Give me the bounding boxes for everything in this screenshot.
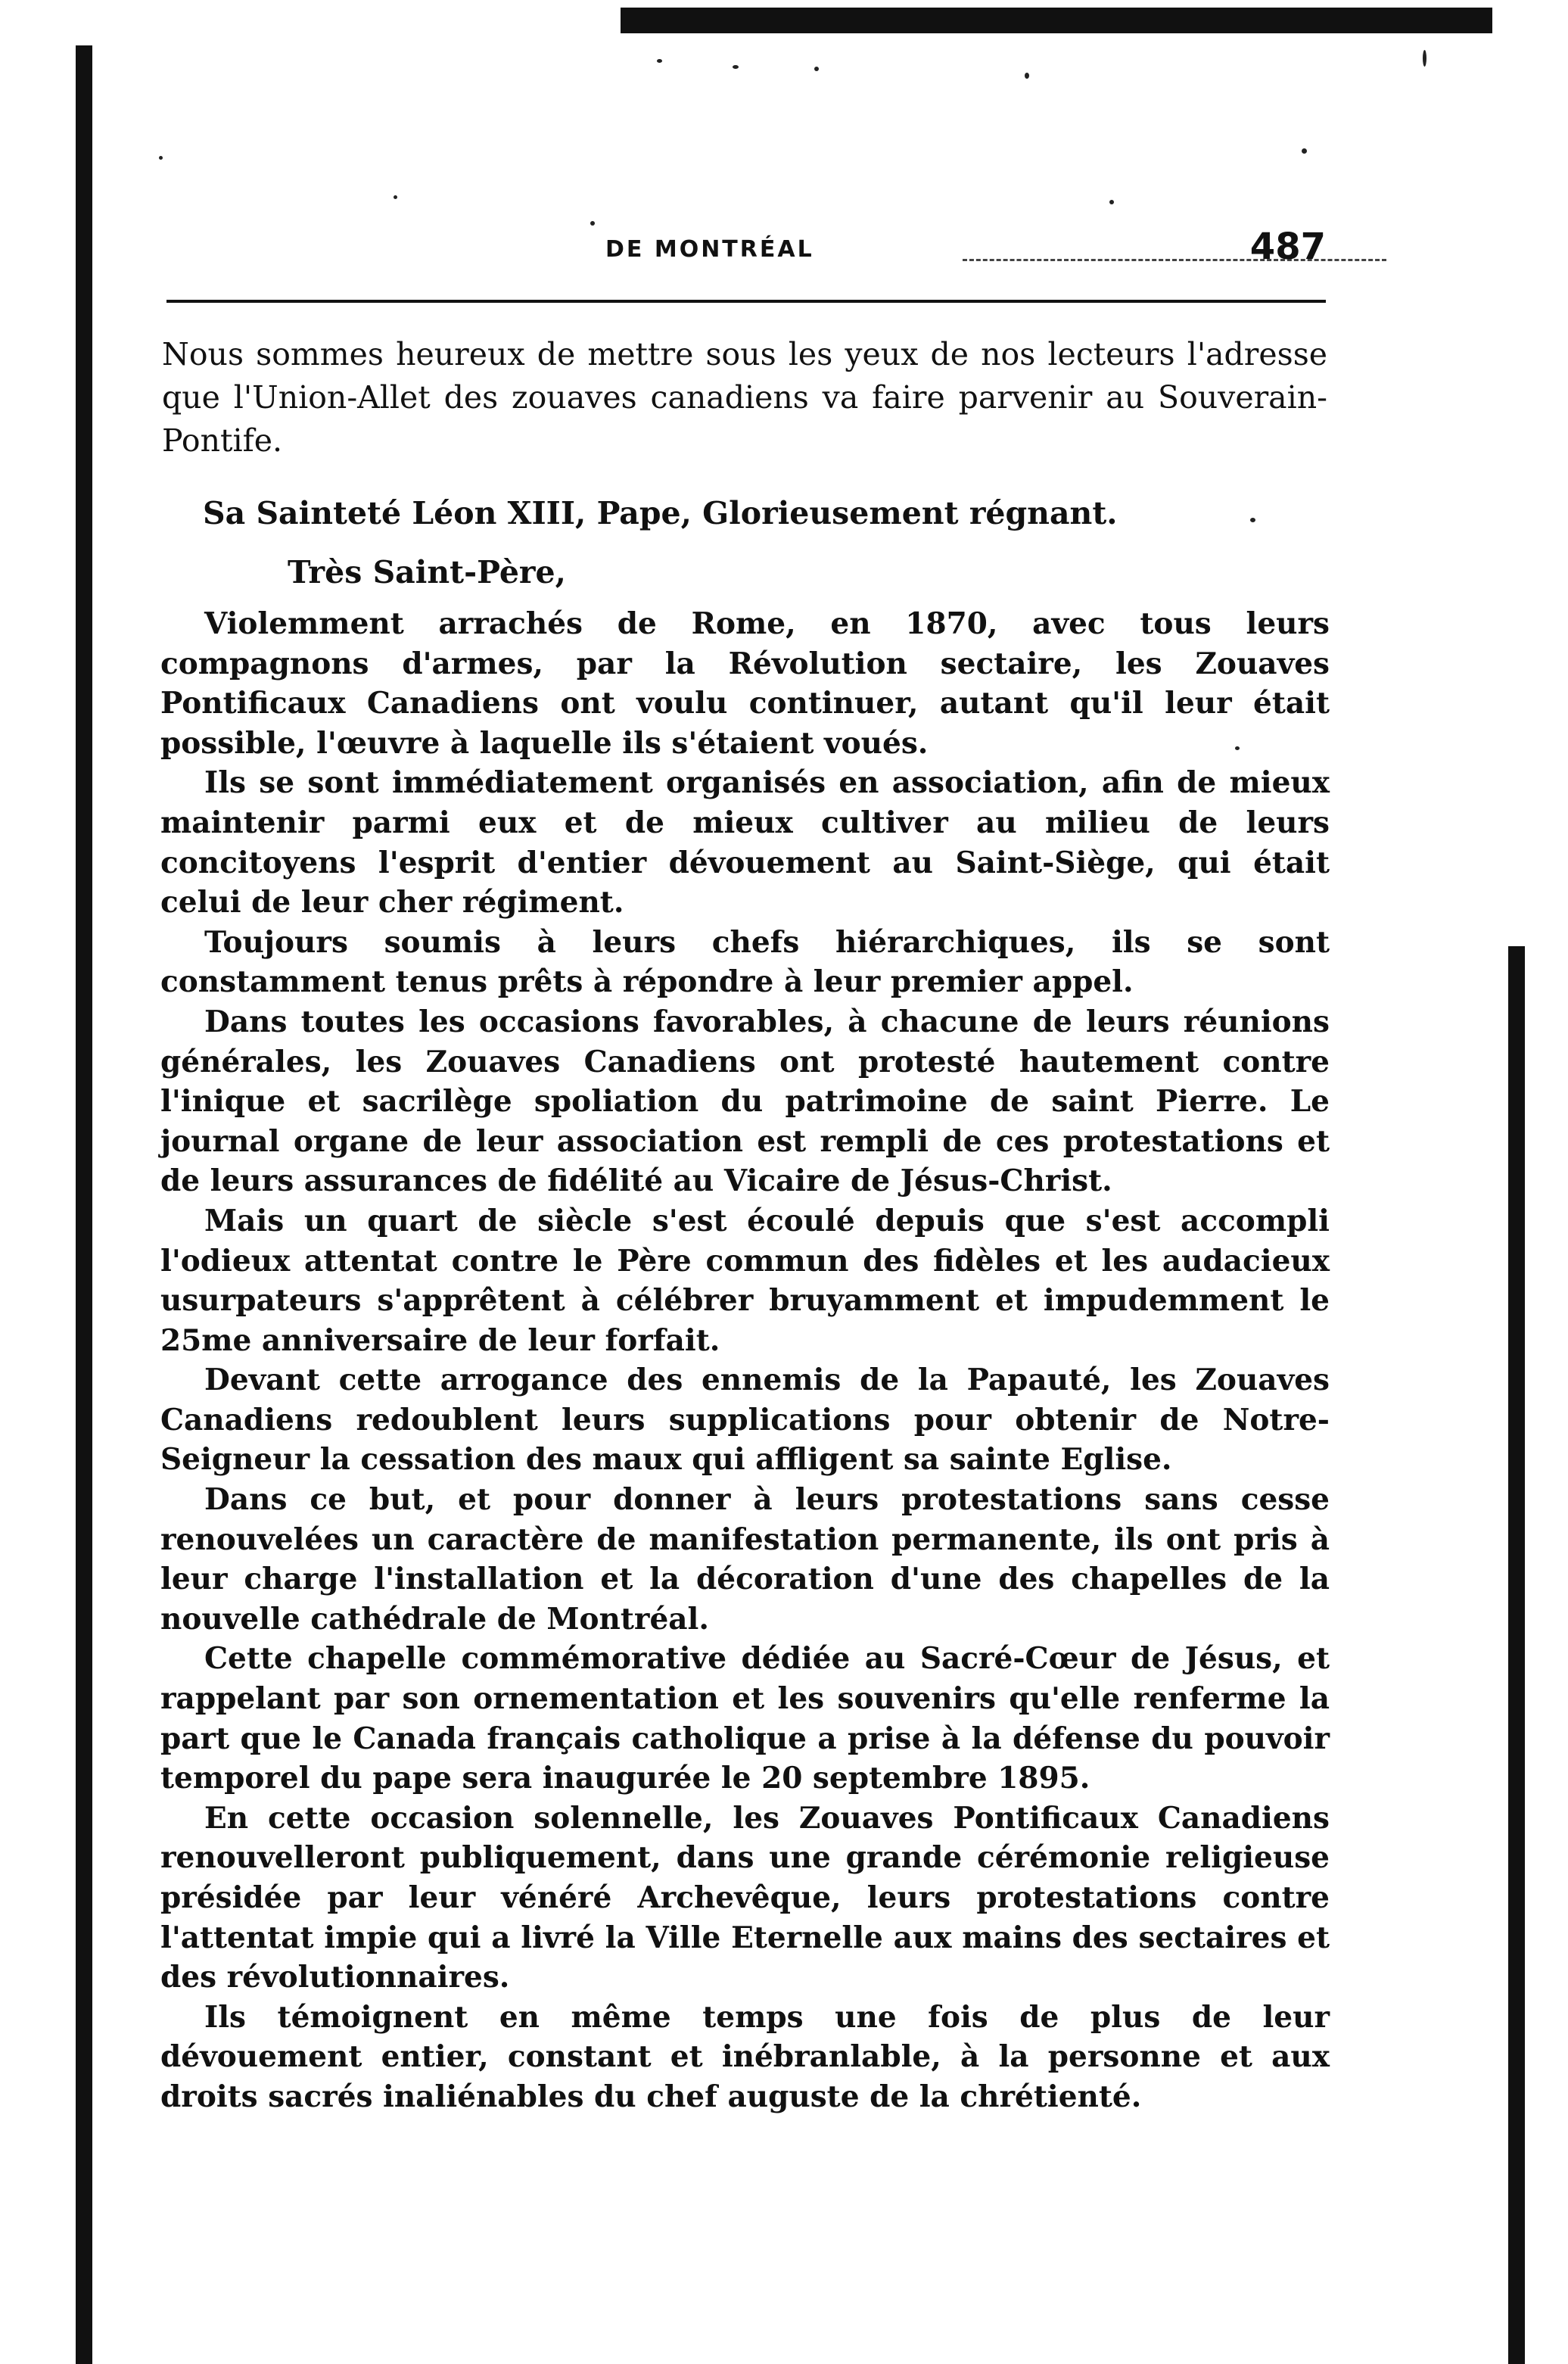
letter-paragraph: Cette chapelle commémorative dédiée au Sacré-Cœur de Jésus, et rappelant par son ornementation et les souvenirs qu'elle renferme la part que le Canada français catholique a prise à la défense du pouvoir temporel du pape sera inaugurée le 20 septembre 1895. bbox=[160, 1641, 1330, 1796]
letter-paragraph: Dans toutes les occasions favorables, à chacune de leurs réunions générales, les Zouaves Canadiens ont protesté hautement contre l'inique et sacrilège spoliation du patrimoine de saint Pierre. Le journal organe de leur association est rempli de ces protestations et de leurs assurances de fidélité au Vicaire de Jésus-Christ. bbox=[160, 1004, 1330, 1199]
letter-paragraph: Dans ce but, et pour donner à leurs protestations sans cesse renouvelées un caractère de manifestation permanente, ils ont pris à leur charge l'installation et la décoration d'une des chapelles de la nouvelle cathédrale de Montréal. bbox=[160, 1482, 1330, 1637]
scan-speck bbox=[814, 67, 819, 71]
scan-speck bbox=[1109, 200, 1114, 204]
letter-paragraph: Mais un quart de siècle s'est écoulé depuis que s'est accompli l'odieux attentat contre le Père commun des fidèles et les audacieux usurpateurs s'apprêtent à célébrer bruyamment et impudemment le 25me anniversaire de leur forfait. bbox=[160, 1203, 1330, 1358]
letter-paragraph: Ils se sont immédiatement organisés en association, afin de mieux maintenir parmi eux et de mieux cultiver au milieu de leurs concitoyens l'esprit d'entier dévouement au Saint-Siège, qui était celui de leur cher régiment. bbox=[160, 765, 1330, 920]
header-rule bbox=[166, 300, 1326, 303]
letter-addressee: Sa Sainteté Léon XIII, Pape, Glorieusement régnant. bbox=[203, 495, 1118, 531]
letter-paragraph: En cette occasion solennelle, les Zouaves Pontificaux Canadiens renouvelleront publiquement, dans une grande cérémonie religieuse présidée par leur vénéré Archevêque, leurs protestations contre l'attentat impie qui a livré la Ville Eternelle aux mains des sectaires et des révolutionnaires. bbox=[160, 1800, 1330, 1995]
running-head: DE MONTRÉAL bbox=[605, 236, 814, 263]
page-header bbox=[160, 226, 1326, 279]
scan-border-left bbox=[76, 45, 92, 2364]
scan-speck bbox=[733, 65, 739, 69]
letter-paragraph: Violemment arrachés de Rome, en 1870, avec tous leurs compagnons d'armes, par la Révolution sectaire, les Zouaves Pontificaux Canadiens ont voulu continuer, autant qu'il leur était possible, l'œuvre à laquelle ils s'étaient voués. bbox=[160, 606, 1330, 761]
scan-speck bbox=[1025, 73, 1029, 79]
scan-speck bbox=[1302, 148, 1307, 154]
scan-border-top bbox=[621, 8, 1492, 33]
scan-speck bbox=[1250, 518, 1255, 522]
scan-speck bbox=[657, 59, 662, 63]
scan-speck bbox=[1423, 50, 1426, 67]
letter-paragraph: Ils témoignent en même temps une fois de plus de leur dévouement entier, constant et inébranlable, à la personne et aux droits sacrés inaliénables du chef auguste de la chrétienté. bbox=[160, 1999, 1330, 2114]
intro-paragraph bbox=[162, 333, 1327, 463]
letter-body bbox=[160, 604, 1330, 2117]
scan-speck bbox=[159, 156, 163, 160]
scan-speck bbox=[394, 195, 397, 199]
letter-salutation: Très Saint-Père, bbox=[288, 554, 566, 590]
letter-paragraph: Devant cette arrogance des ennemis de la Papauté, les Zouaves Canadiens redoublent leurs supplications pour obtenir de Notre-Seigneur la cessation des maux qui affligent sa sainte Eglise. bbox=[160, 1363, 1330, 1478]
page-number: 487 bbox=[1249, 226, 1326, 268]
letter-paragraph: Toujours soumis à leurs chefs hiérarchiques, ils se sont constamment tenus prêts à répondre à leur premier appel. bbox=[160, 924, 1330, 1000]
intro-text: Nous sommes heureux de mettre sous les yeux de nos lecteurs l'adresse que l'Union-Allet des zouaves canadiens va faire parvenir au Souverain-Pontife. bbox=[162, 336, 1327, 459]
scan-border-right bbox=[1508, 946, 1525, 2364]
